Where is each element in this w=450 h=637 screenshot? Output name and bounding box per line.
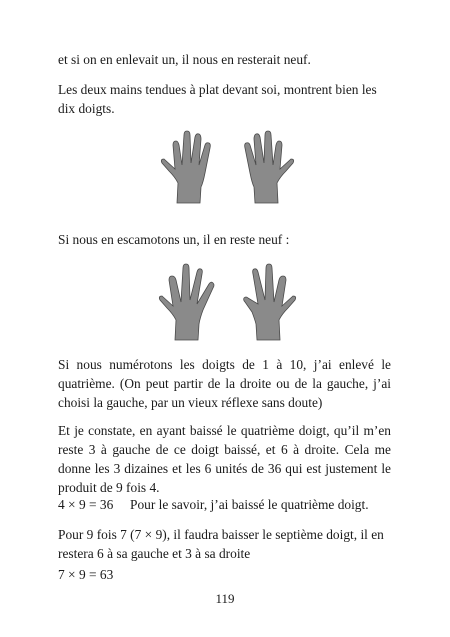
page-number: 119 <box>215 591 235 606</box>
two-hands-ten-fingers-illustration <box>155 125 300 205</box>
paragraph-1: et si on en enlevait un, il nous en resterait neuf. <box>58 52 311 67</box>
paragraph-4: Si nous numérotons les doigts de 1 à 10, j’ai enlevé le quatrième. (On peut partir de la droite ou de la gauche, j’ai choisi la gauche, par un vieux réflexe sans doute) <box>58 357 391 410</box>
paragraph-5: Et je constate, en ayant baissé le quatrième doigt, qu’il m’en reste 3 à gauche de ce doigt baissé, et 6 à droite. Cela me donne les 3 dizaines et les 6 unités de 36 qui est justement le produit de 9 fois 4. <box>58 423 391 495</box>
paragraph-3: Si nous en escamotons un, il en reste neuf : <box>58 232 290 247</box>
paragraph-2: Les deux mains tendues à plat devant soi, montrent bien les dix doigts. <box>58 82 377 116</box>
paragraph-6: Pour 9 fois 7 (7 × 9), il faudra baisser le septième doigt, il en restera 6 à sa gauche et 3 à sa droite <box>58 527 384 561</box>
equation-line-1 <box>58 495 398 514</box>
equation-4x9: 4 × 9 = 36 <box>58 497 114 512</box>
hands-one-finger-folded-illustration <box>155 258 300 342</box>
equation-4x9-note: Pour le savoir, j’ai baissé le quatrième doigt. <box>130 497 369 512</box>
equation-7x9: 7 × 9 = 63 <box>58 567 114 582</box>
